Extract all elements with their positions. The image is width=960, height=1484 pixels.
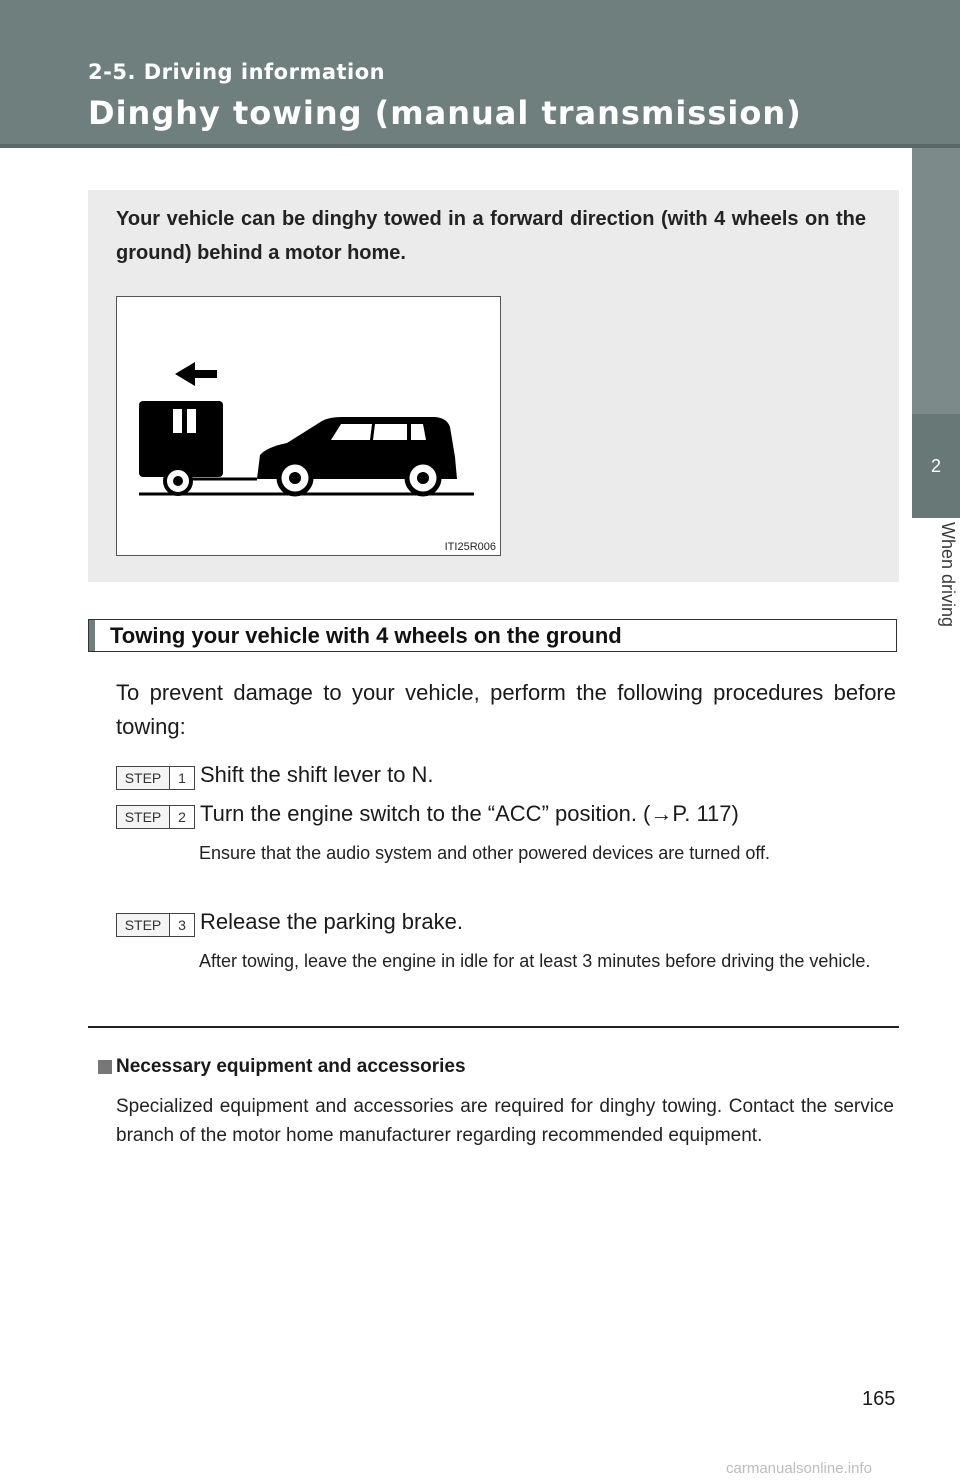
step-text: Release the parking brake. <box>200 909 463 934</box>
watermark: carmanualsonline.info <box>726 1460 872 1477</box>
step-badge: STEP 3 <box>116 913 195 937</box>
step-badge: STEP 2 <box>116 805 195 829</box>
square-bullet-icon <box>98 1060 112 1074</box>
heading-accent-bar <box>89 620 95 651</box>
motorhome-towing-car-diagram <box>117 297 500 555</box>
chapter-tab <box>912 148 960 1300</box>
footnote-body: Specialized equipment and accessories are required for dinghy towing. Contact the service branch of the motor home manufacturer regarding recommended equipment. <box>116 1096 894 1146</box>
step-3-note: After towing, leave the engine in idle for at least 3 minutes before driving the vehicle. <box>199 951 871 971</box>
divider <box>88 1026 899 1028</box>
motor-home-icon <box>139 401 257 494</box>
figure-code: ITI25R006 <box>444 541 496 553</box>
intro-text: Your vehicle can be dinghy towed in a forward direction (with 4 wheels on the ground) behind a motor home. <box>116 208 866 264</box>
footnote-heading: Necessary equipment and accessories <box>116 1056 466 1077</box>
page-number: 165 <box>862 1388 896 1410</box>
intro-paragraph: To prevent damage to your vehicle, perform the following procedures before towing: <box>116 680 896 739</box>
towing-illustration <box>116 296 501 556</box>
chapter-label: When driving <box>938 522 958 628</box>
chapter-tab-upper <box>912 148 960 414</box>
section-heading <box>88 619 897 652</box>
section-label: 2-5. Driving information <box>88 60 386 84</box>
step-badge: STEP 1 <box>116 766 195 790</box>
page-title: Dinghy towing (manual transmission) <box>88 94 802 132</box>
step-2-note: Ensure that the audio system and other powered devices are turned off. <box>199 843 771 863</box>
intro-box <box>88 190 899 582</box>
step-text: Shift the shift lever to N. <box>200 762 434 787</box>
chapter-number: 2 <box>912 414 960 518</box>
direction-arrow-icon <box>175 362 217 386</box>
section-heading-text: Towing your vehicle with 4 wheels on the ground <box>110 623 622 648</box>
step-text: Turn the engine switch to the “ACC” position. (→P. 117) <box>200 801 739 826</box>
page-header <box>0 0 960 148</box>
car-icon <box>257 417 457 494</box>
